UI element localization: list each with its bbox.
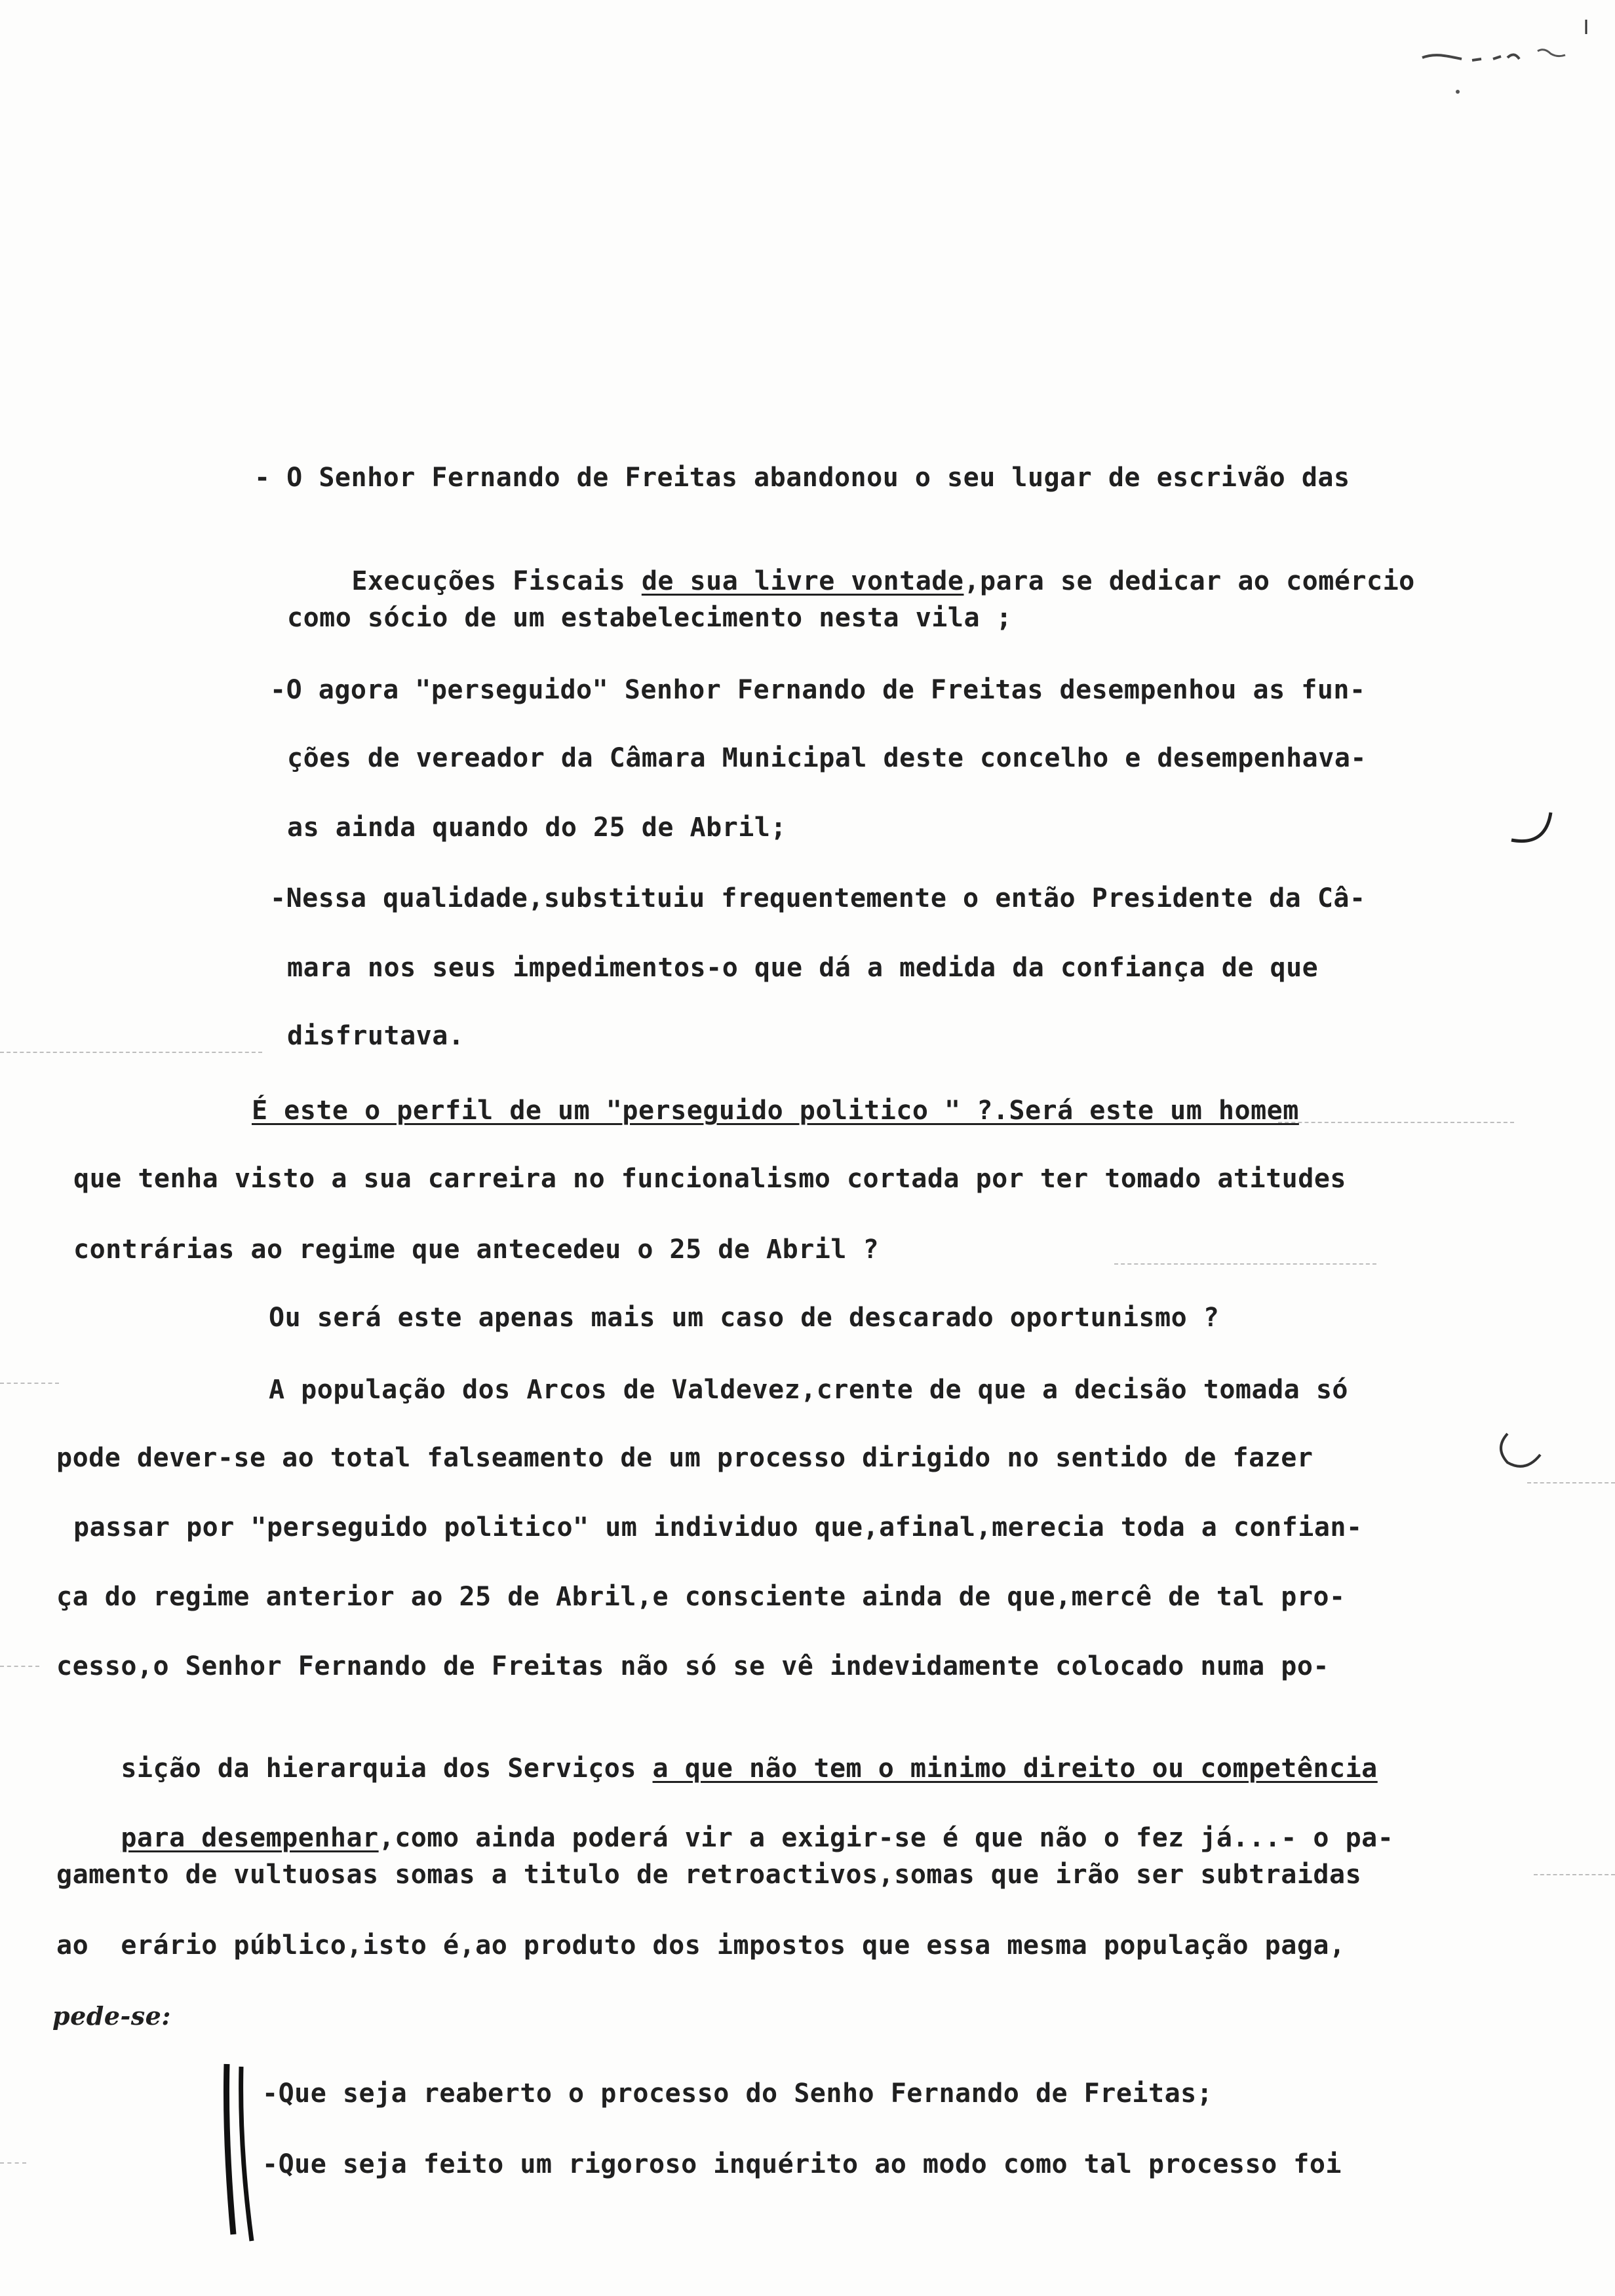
text-line: ao erário público,isto é,ao produto dos impostos que essa mesma população paga,: [56, 1930, 1346, 1961]
text-line: passar por "perseguido politico" um individuo que,afinal,merecia toda a confian-: [73, 1512, 1363, 1542]
text-line: disfrutava.: [287, 1021, 465, 1051]
margin-arc-icon: [1488, 1428, 1553, 1481]
text-segment: ,para se dedicar ao comércio: [963, 566, 1415, 596]
text-line: pode dever-se ao total falseamento de um processo dirigido no sentido de fazer: [56, 1443, 1313, 1473]
text-line: ça do regime anterior ao 25 de Abril,e consciente ainda de que,mercê de tal pro-: [56, 1582, 1346, 1612]
underlined-text: a que não tem o minimo direito ou competência: [652, 1753, 1378, 1784]
text-line: É este o perfil de um "perseguido politico " ?.Será este um homem: [252, 1096, 1299, 1126]
scan-line: [1527, 1482, 1615, 1483]
underlined-text: para desempenhar: [121, 1823, 379, 1853]
margin-arc-icon: [1505, 807, 1557, 853]
scan-line: [1278, 1122, 1514, 1123]
text-line: -Que seja reaberto o processo do Senho Fernando de Freitas;: [262, 2078, 1213, 2109]
text-line: Ou será este apenas mais um caso de descarado oportunismo ?: [269, 1303, 1220, 1333]
bracket-mark-icon: [211, 2057, 270, 2248]
underlined-text: de sua livre vontade: [641, 566, 964, 596]
text-segment: Execuções Fiscais: [351, 566, 642, 596]
scan-line: [1534, 1874, 1615, 1875]
text-line: A população dos Arcos de Valdevez,crente de que a decisão tomada só: [269, 1375, 1348, 1405]
text-line: contrárias ao regime que antecedeu o 25 de Abril ?: [73, 1234, 880, 1265]
text-line: as ainda quando do 25 de Abril;: [287, 813, 787, 843]
scan-line: [0, 1666, 39, 1667]
text-segment: sição da hierarquia dos Serviços: [121, 1753, 653, 1784]
text-line: -O agora "perseguido" Senhor Fernando de Freitas desempenhou as fun-: [270, 675, 1366, 705]
text-line: gamento de vultuosas somas a titulo de retroactivos,somas que irão ser subtraidas: [56, 1860, 1362, 1890]
scribble-mark-icon: [1409, 20, 1606, 105]
text-line: mara nos seus impedimentos-o que dá a medida da confiança de que: [287, 953, 1319, 983]
scan-line: [0, 1052, 262, 1053]
text-segment: ,como ainda poderá vir a exigir-se é que não o fez já...- o pa-: [378, 1823, 1394, 1853]
text-line: -Nessa qualidade,substituiu frequentemente o então Presidente da Câ-: [270, 883, 1366, 913]
text-line: ções de vereador da Câmara Municipal deste concelho e desempenhava-: [287, 743, 1367, 773]
handwritten-text: pede-se:: [52, 2001, 171, 2031]
text-line: que tenha visto a sua carreira no funcionalismo cortada por ter tomado atitudes: [73, 1164, 1346, 1194]
text-line: - O Senhor Fernando de Freitas abandonou o seu lugar de escrivão das: [254, 463, 1350, 493]
scan-line: [1114, 1263, 1376, 1265]
text-line: cesso,o Senhor Fernando de Freitas não só se vê indevidamente colocado numa po-: [56, 1651, 1329, 1681]
scan-line: [0, 2162, 26, 2164]
scan-line: [0, 1383, 59, 1384]
text-line: como sócio de um estabelecimento nesta vila ;: [287, 603, 1013, 633]
text-line: -Que seja feito um rigoroso inquérito ao modo como tal processo foi: [262, 2149, 1342, 2179]
